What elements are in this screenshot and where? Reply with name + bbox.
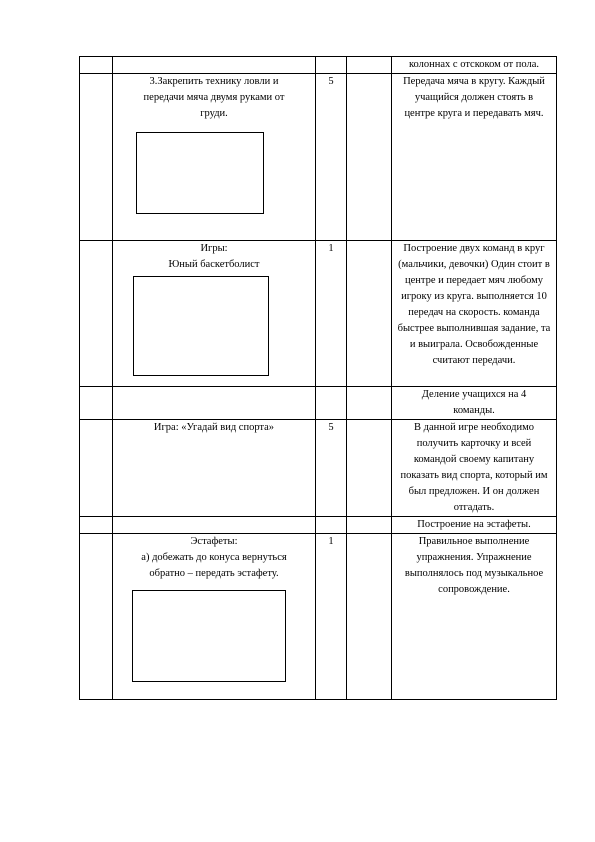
lesson-plan-table [79,56,557,700]
cell-dosage: 5 [316,74,347,241]
cell-extra [347,387,392,420]
cell-part [80,517,113,534]
cell-extra [347,57,392,74]
exercise-title: Игры: [200,243,228,254]
cell-exercise [113,241,316,387]
cell-exercise: Игра: «Угадай вид спорта» [113,420,316,517]
cell-method: Построение на эстафеты. [392,517,557,534]
cell-dosage [316,517,347,534]
cell-exercise [113,387,316,420]
cell-method: Правильное выполнение упражнения. Упражнение выполнялось под музыкальное сопровождение. [392,534,557,700]
table-row [80,57,557,74]
exercise-text: 3.Закрепить технику ловли и передачи мяча двумя руками от груди. [143,76,285,119]
cell-extra [347,534,392,700]
exercise-text: Юный баскетболист [168,259,260,270]
cell-method: Деление учащихся на 4 команды. [392,387,557,420]
cell-part [80,387,113,420]
cell-method: Передача мяча в кругу. Каждый учащийся должен стоять в центре круга и передавать мяч. [392,74,557,241]
cell-dosage [316,57,347,74]
cell-extra [347,241,392,387]
cell-exercise [113,57,316,74]
cell-part [80,420,113,517]
cell-extra [347,74,392,241]
cell-exercise [113,74,316,241]
exercise-title: Эстафеты: [190,536,238,547]
table-row [80,74,557,241]
cell-exercise [113,517,316,534]
illustration-placeholder [133,276,269,376]
table-row [80,387,557,420]
exercise-text: а) добежать до конуса вернуться обратно – передать эстафету. [141,552,287,579]
table-row [80,517,557,534]
illustration-placeholder [136,132,264,214]
cell-part [80,534,113,700]
cell-part [80,241,113,387]
cell-method: Построение двух команд в круг (мальчики, девочки) Один стоит в центре и передает мяч любому игроку из круга. выполняется 10 передач на скорость. команда быстрее выполнившая задание, та и выиграла. Освобожденные считают передачи. [392,241,557,387]
cell-dosage: 5 [316,420,347,517]
table-row [80,420,557,517]
illustration-placeholder [132,590,286,682]
cell-part [80,57,113,74]
cell-dosage [316,387,347,420]
cell-dosage: 1 [316,534,347,700]
cell-exercise [113,534,316,700]
cell-part [80,74,113,241]
table-row [80,241,557,387]
table-row [80,534,557,700]
cell-dosage: 1 [316,241,347,387]
cell-extra [347,420,392,517]
cell-method: В данной игре необходимо получить карточку и всей командой своему капитану показать вид спорта, который им был предложен. И он должен отгадать. [392,420,557,517]
cell-extra [347,517,392,534]
cell-method: колоннах с отскоком от пола. [392,57,557,74]
